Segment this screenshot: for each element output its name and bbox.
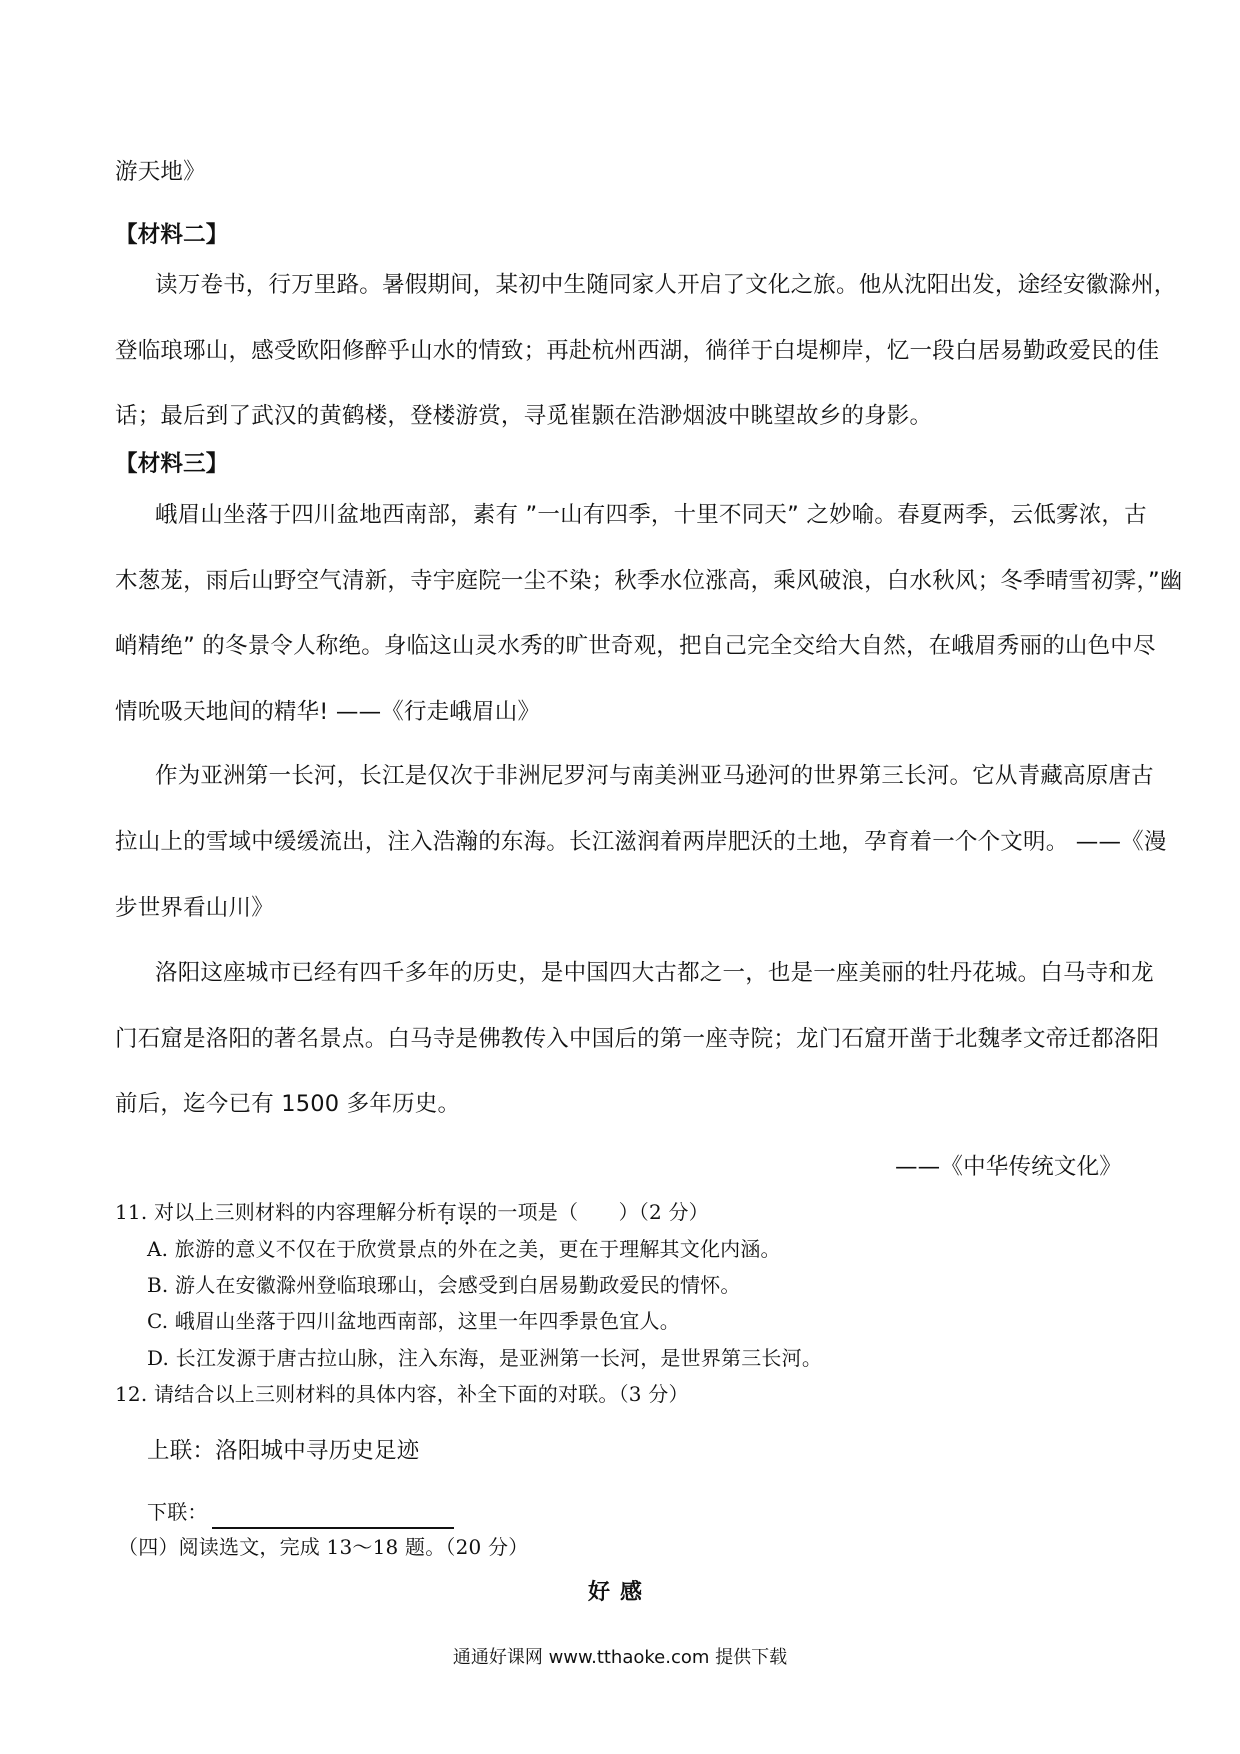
emeishan-text: 情吮吸天地间的精华! ——《行走峨眉山》 <box>115 699 541 725</box>
emphasis-char: 误 <box>456 1200 478 1224</box>
couplet-lower-label: 下联： <box>147 1500 208 1524</box>
question-11-option-c: C. 峨眉山坐落于四川盆地西南部，这里一年四季景色宜人。 <box>147 1309 680 1333</box>
question-11-stem: 11. 对以上三则材料的内容理解分析有误的一项是（ ）（2 分） <box>115 1200 709 1224</box>
couplet-upper: 上联：洛阳城中寻历史足迹 <box>147 1438 420 1464</box>
material-two-text: 登临琅琊山，感受欧阳修醉乎山水的情致；再赴杭州西湖，徜徉于白堤柳岸，忆一段白居易勤政爱民的佳 <box>115 338 1160 364</box>
emeishan-text: 峭精绝” 的冬景令人称绝。身临这山灵水秀的旷世奇观，把自己完全交给大自然，在峨眉秀丽的山色中尽 <box>115 633 1156 659</box>
essay-title: 好感 <box>587 1579 652 1605</box>
page-footer: 通通好课网 www.tthaoke.com 提供下载 <box>452 1647 788 1668</box>
material-three-label: 【材料三】 <box>115 451 229 477</box>
question-11-option-a: A. 旅游的意义不仅在于欣赏景点的外在之美，更在于理解其文化内涵。 <box>147 1237 781 1261</box>
source-attribution: ——《中华传统文化》 <box>894 1154 1122 1180</box>
material-two-text: 话；最后到了武汉的黄鹤楼，登楼游赏，寻觅崔颢在浩渺烟波中眺望故乡的身影。 <box>115 403 933 429</box>
answer-blank[interactable] <box>212 1527 454 1529</box>
material-two-text: 读万卷书，行万里路。暑假期间，某初中生随同家人开启了文化之旅。他从沈阳出发，途经安徽滁州， <box>155 272 1177 298</box>
emeishan-text: 峨眉山坐落于四川盆地西南部，素有 ”一山有四季，十里不同天” 之妙喻。春夏两季，云低雾浓，古 <box>155 502 1147 528</box>
emeishan-text: 木葱茏，雨后山野空气清新，寺宇庭院一尘不染；秋季水位涨高，乘风破浪，白水秋风；冬季晴雪初霁，”幽 <box>115 568 1183 594</box>
source-continuation: 游天地》 <box>115 159 206 185</box>
changjiang-text: 拉山上的雪域中缓缓流出，注入浩瀚的东海。长江滋润着两岸肥沃的土地，孕育着一个个文明。 ——《漫 <box>115 829 1167 855</box>
question-11-option-d: D. 长江发源于唐古拉山脉，注入东海，是亚洲第一长河，是世界第三长河。 <box>147 1346 823 1370</box>
luoyang-text: 洛阳这座城市已经有四千多年的历史，是中国四大古都之一，也是一座美丽的牡丹花城。白马寺和龙 <box>155 960 1154 986</box>
luoyang-text: 门石窟是洛阳的著名景点。白马寺是佛教传入中国后的第一座寺院；龙门石窟开凿于北魏孝文帝迁都洛阳 <box>115 1026 1160 1052</box>
question-12-stem: 12. 请结合以上三则材料的具体内容，补全下面的对联。（3 分） <box>115 1382 689 1406</box>
question-11-option-b: B. 游人在安徽滁州登临琅琊山，会感受到白居易勤政爱民的情怀。 <box>147 1273 741 1297</box>
section-four-heading: （四）阅读选文，完成 13～18 题。（20 分） <box>118 1535 529 1559</box>
changjiang-text: 步世界看山川》 <box>115 895 274 921</box>
emphasis-char: 有 <box>436 1200 457 1224</box>
changjiang-text: 作为亚洲第一长河，长江是仅次于非洲尼罗河与南美洲亚马逊河的世界第三长河。它从青藏高原唐古 <box>155 763 1154 789</box>
material-two-label: 【材料二】 <box>115 222 229 248</box>
luoyang-text: 前后，迄今已有 1500 多年历史。 <box>115 1091 461 1117</box>
